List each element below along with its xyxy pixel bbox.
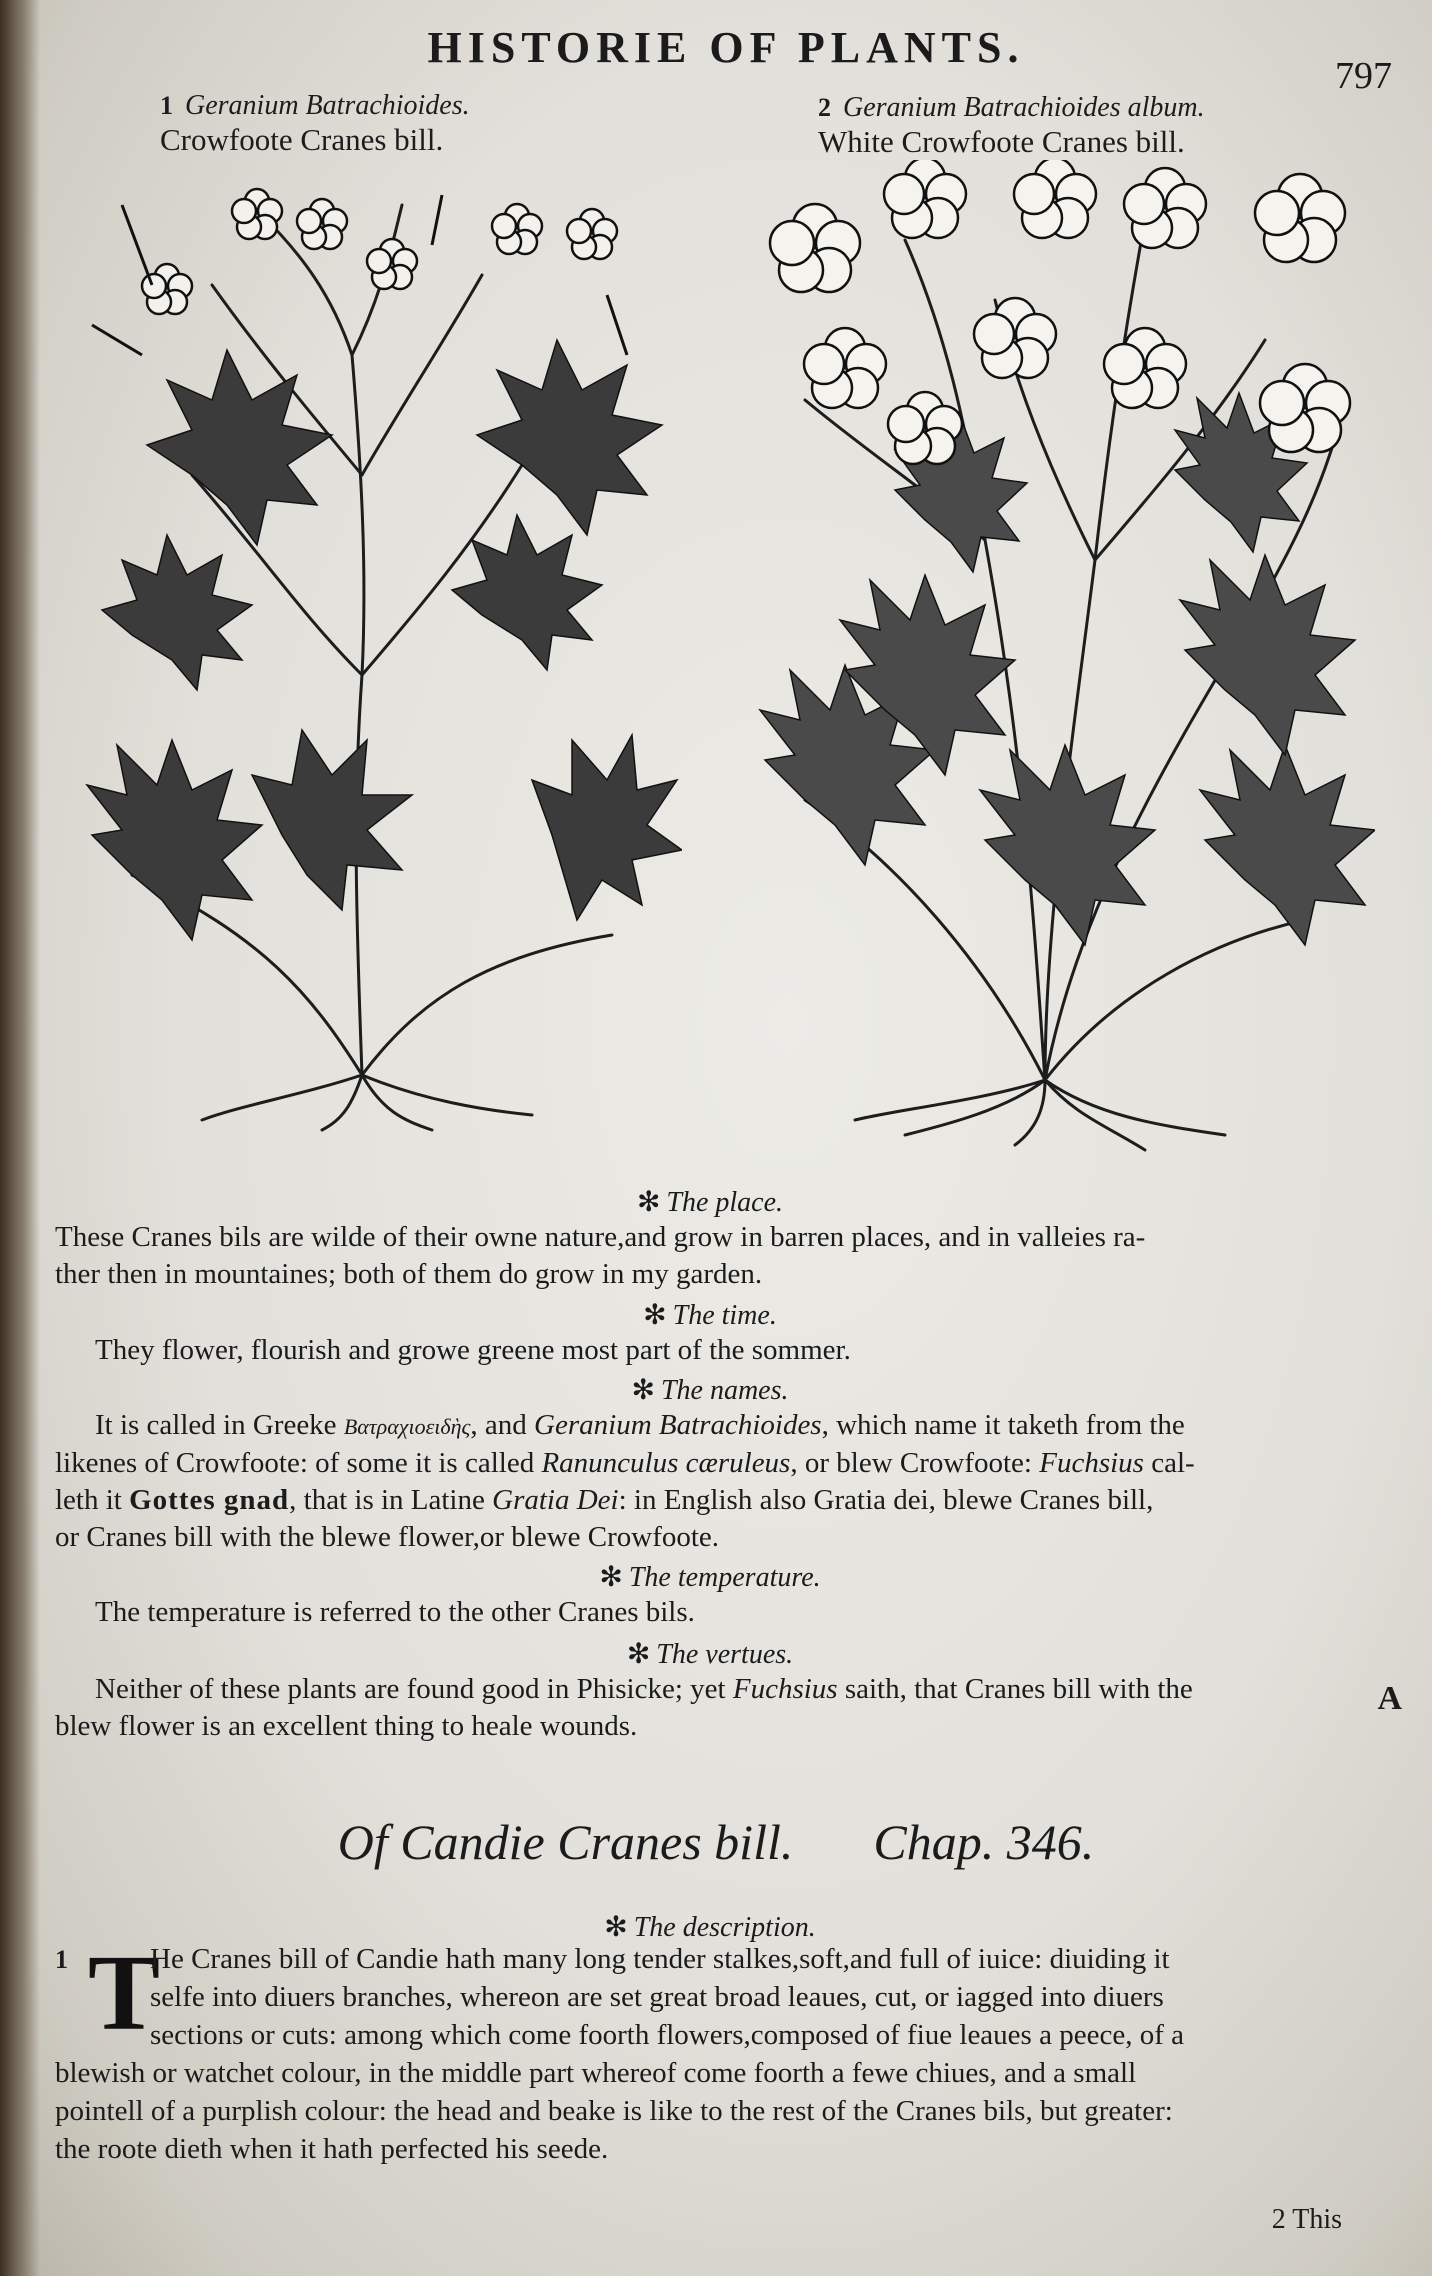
section-place-heading: ✻ The place.	[636, 1187, 784, 1218]
description-line-3: sections or cuts: among which come foorth flowers,composed of fiue leaues a peece, of a	[150, 2019, 1184, 2051]
section-place-line-2: ther then in mountaines; both of them do grow in my garden.	[55, 1258, 763, 1290]
section-vertues-heading: ✻ The vertues.	[626, 1639, 794, 1670]
section-time-heading: ✻ The time.	[643, 1300, 777, 1331]
catchword: 2 This	[1271, 2204, 1342, 2235]
plate-1-woodcut	[62, 175, 682, 1135]
description-line-5: pointell of a purplish colour: the head and beake is like to the rest of the Cranes bils, but greater:	[55, 2095, 1173, 2127]
section-description-heading-wrap	[55, 1910, 1365, 1944]
section-names-line-4: or Cranes bill with the blewe flower,or blewe Crowfoote.	[55, 1521, 720, 1553]
description-line-2: selfe into diuers branches, whereon are set great broad leaues, cut, or iagged into diuers	[150, 1981, 1164, 2013]
drop-cap: T	[88, 1934, 161, 2053]
plate-2-woodcut	[745, 160, 1375, 1160]
chapter-number: Chap. 346.	[873, 1814, 1095, 1870]
section-place	[55, 1185, 1365, 1293]
chapter-heading	[0, 1813, 1432, 1871]
section-vertues	[55, 1637, 1365, 1745]
section-vertues-line-2: blew flower is an excellent thing to heale wounds.	[55, 1710, 638, 1742]
section-temperature-heading: ✻ The temperature.	[599, 1562, 821, 1593]
section-temperature-line-1: The temperature is referred to the other Cranes bils.	[95, 1596, 695, 1628]
section-names-line-3: leth it Gottes gnad, that is in Latine Gratia Dei: in English also Gratia dei, blewe Cranes bill,	[55, 1484, 1154, 1516]
chapter-title: Of Candie Cranes bill.	[337, 1814, 794, 1870]
margin-letter: A	[1377, 1680, 1402, 1717]
plate-1-caption	[160, 90, 470, 158]
plate-1-english-name: Crowfoote Cranes bill.	[160, 122, 444, 157]
plate-1-latin-name: Geranium Batrachioides.	[185, 90, 470, 121]
section-names-line-2: likenes of Crowfoote: of some it is called Ranunculus cæruleus, or blew Crowfoote: Fuchsius cal-	[55, 1447, 1195, 1479]
description-body	[55, 1940, 1350, 2168]
description-line-6: the roote dieth when it hath perfected his seede.	[55, 2133, 609, 2165]
section-description-heading: ✻ The description.	[604, 1912, 816, 1943]
description-line-4: blewish or watchet colour, in the middle part whereof come foorth a fewe chiues, and a small	[55, 2057, 1137, 2089]
description-item-number: 1	[55, 1945, 68, 1974]
section-time	[55, 1298, 1365, 1369]
plate-2-number: 2	[818, 93, 831, 122]
running-head-title: HISTORIE OF PLANTS.	[427, 23, 1025, 72]
section-temperature	[55, 1560, 1365, 1631]
page-gutter-shadow	[0, 0, 40, 2276]
section-vertues-line-1: Neither of these plants are found good in Phisicke; yet Fuchsius saith, that Cranes bill with the	[95, 1673, 1193, 1705]
plate-1-number: 1	[160, 91, 173, 120]
section-names-heading: ✻ The names.	[631, 1375, 789, 1406]
section-time-line-1: They flower, flourish and growe greene most part of the sommer.	[95, 1334, 851, 1366]
section-names	[55, 1373, 1365, 1556]
page-number: 797	[1335, 55, 1392, 97]
section-place-line-1: These Cranes bils are wilde of their owne nature,and grow in barren places, and in valleies ra-	[55, 1221, 1146, 1253]
description-line-1: He Cranes bill of Candie hath many long tender stalkes,soft,and full of iuice: diuiding it	[150, 1943, 1170, 1975]
running-head	[0, 22, 1432, 73]
section-names-line-1: It is called in Greeke Βατραχιοειδὴς, and Geranium Batrachioides, which name it taketh from the	[95, 1409, 1185, 1441]
plate-2-english-name: White Crowfoote Cranes bill.	[818, 124, 1185, 159]
greek-name: Βατραχιοειδὴς	[343, 1414, 471, 1439]
blackletter-name: Gottes gnad	[129, 1484, 290, 1516]
plate-2-latin-name: Geranium Batrachioides album.	[843, 92, 1205, 123]
plate-2-caption	[818, 92, 1205, 160]
